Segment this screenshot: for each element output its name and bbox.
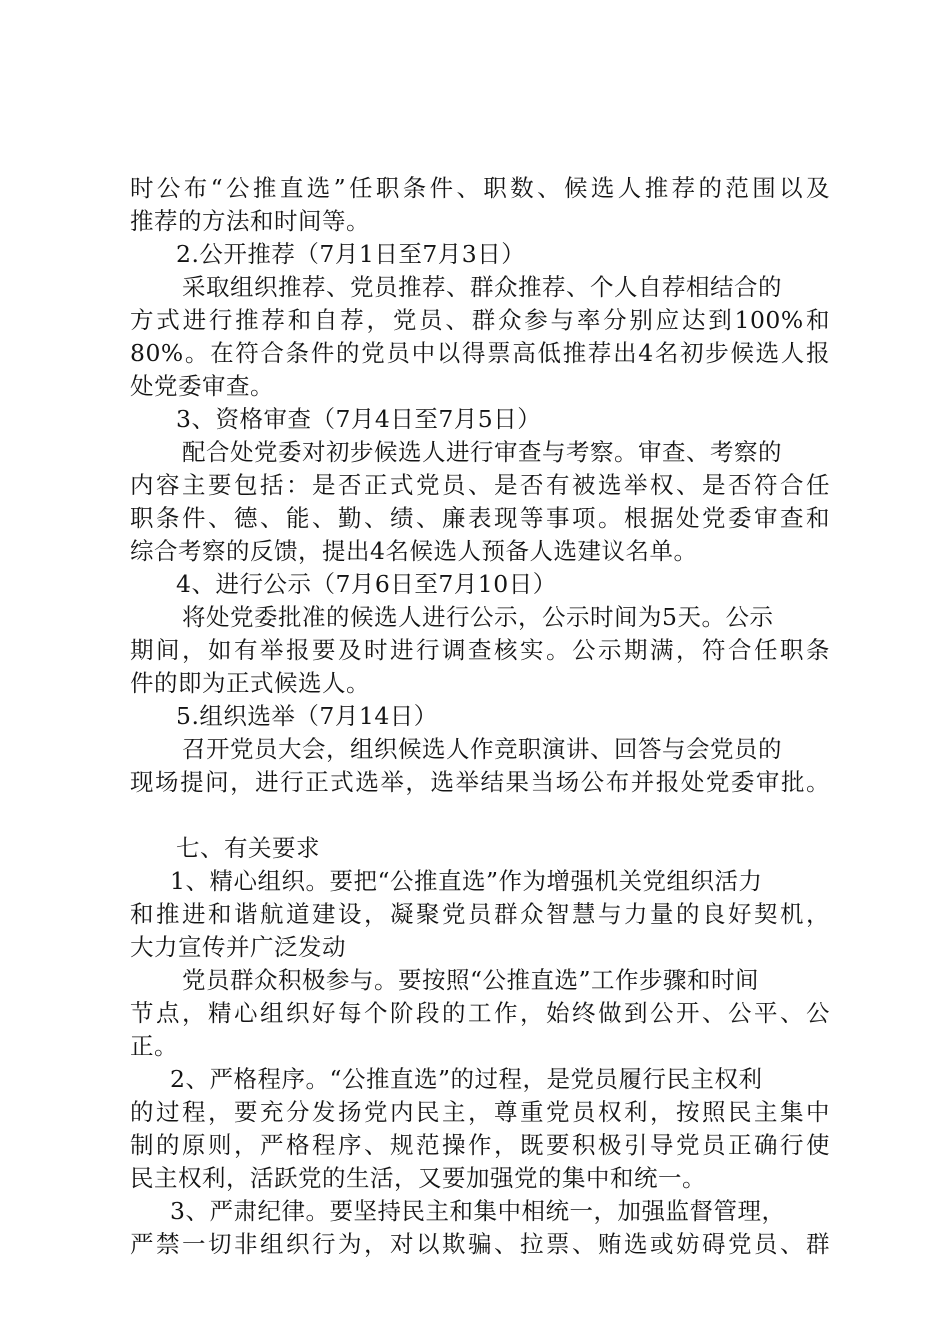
text-line: 召开党员大会，组织候选人作竞职演讲、回答与会党员的 <box>182 735 782 763</box>
paragraph-gap <box>130 799 830 832</box>
text-line: 综合考察的反馈，提出4名候选人预备人选建议名单。 <box>130 537 698 565</box>
text-line: 内容主要包括：是否正式党员、是否有被选举权、是否符合任 <box>130 471 830 499</box>
section-heading: 5.组织选举（7月14日） <box>176 702 438 730</box>
text-line: 配合处党委对初步候选人进行审查与考察。审查、考察的 <box>182 438 782 466</box>
text-line: 职条件、德、能、勤、绩、廉表现等事项。根据处党委审查和 <box>130 504 830 532</box>
text-line: 将处党委批准的候选人进行公示，公示时间为5天。公示 <box>182 603 774 631</box>
text-line: 件的即为正式候选人。 <box>130 669 370 697</box>
text-line: 采取组织推荐、党员推荐、群众推荐、个人自荐相结合的 <box>182 273 782 301</box>
section-heading: 4、进行公示（7月6日至7月10日） <box>176 570 557 598</box>
section-heading: 2.公开推荐（7月1日至7月3日） <box>176 240 526 268</box>
text-line: 制的原则，严格程序、规范操作，既要积极引导党员正确行使 <box>130 1131 830 1159</box>
section-heading: 七、有关要求 <box>176 834 320 862</box>
text-line: 2、严格程序。“公推直选”的过程，是党员履行民主权利 <box>170 1065 763 1093</box>
text-line: 正。 <box>130 1032 178 1060</box>
text-line: 3、严肃纪律。要坚持民主和集中相统一，加强监督管理， <box>170 1197 786 1225</box>
text-line: 的过程，要充分发扬党内民主，尊重党员权利，按照民主集中 <box>130 1098 830 1126</box>
text-line: 现场提问，进行正式选举，选举结果当场公布并报处党委审批。 <box>130 768 830 796</box>
text-line: 方式进行推荐和自荐，党员、群众参与率分别应达到100%和 <box>130 306 830 334</box>
text-line: 推荐的方法和时间等。 <box>130 207 370 235</box>
text-line: 大力宣传并广泛发动 <box>130 933 346 961</box>
text-line: 处党委审查。 <box>130 372 274 400</box>
text-line: 严禁一切非组织行为，对以欺骗、拉票、贿选或妨碍党员、群 <box>130 1230 830 1258</box>
text-line: 党员群众积极参与。要按照“公推直选”工作步骤和时间 <box>182 966 760 994</box>
text-line: 节点，精心组织好每个阶段的工作，始终做到公开、公平、公 <box>130 999 830 1027</box>
text-line: 80%。在符合条件的党员中以得票高低推荐出4名初步候选人报 <box>130 339 830 367</box>
text-line: 期间，如有举报要及时进行调查核实。公示期满，符合任职条 <box>130 636 830 664</box>
text-line: 1、精心组织。要把“公推直选”作为增强机关党组织活力 <box>170 867 763 895</box>
text-line: 民主权利，活跃党的生活，又要加强党的集中和统一。 <box>130 1164 706 1192</box>
text-line: 和推进和谐航道建设，凝聚党员群众智慧与力量的良好契机， <box>130 900 830 928</box>
document-body <box>130 172 830 1261</box>
text-line: 时公布“公推直选”任职条件、职数、候选人推荐的范围以及 <box>130 174 830 202</box>
section-heading: 3、资格审查（7月4日至7月5日） <box>176 405 542 433</box>
